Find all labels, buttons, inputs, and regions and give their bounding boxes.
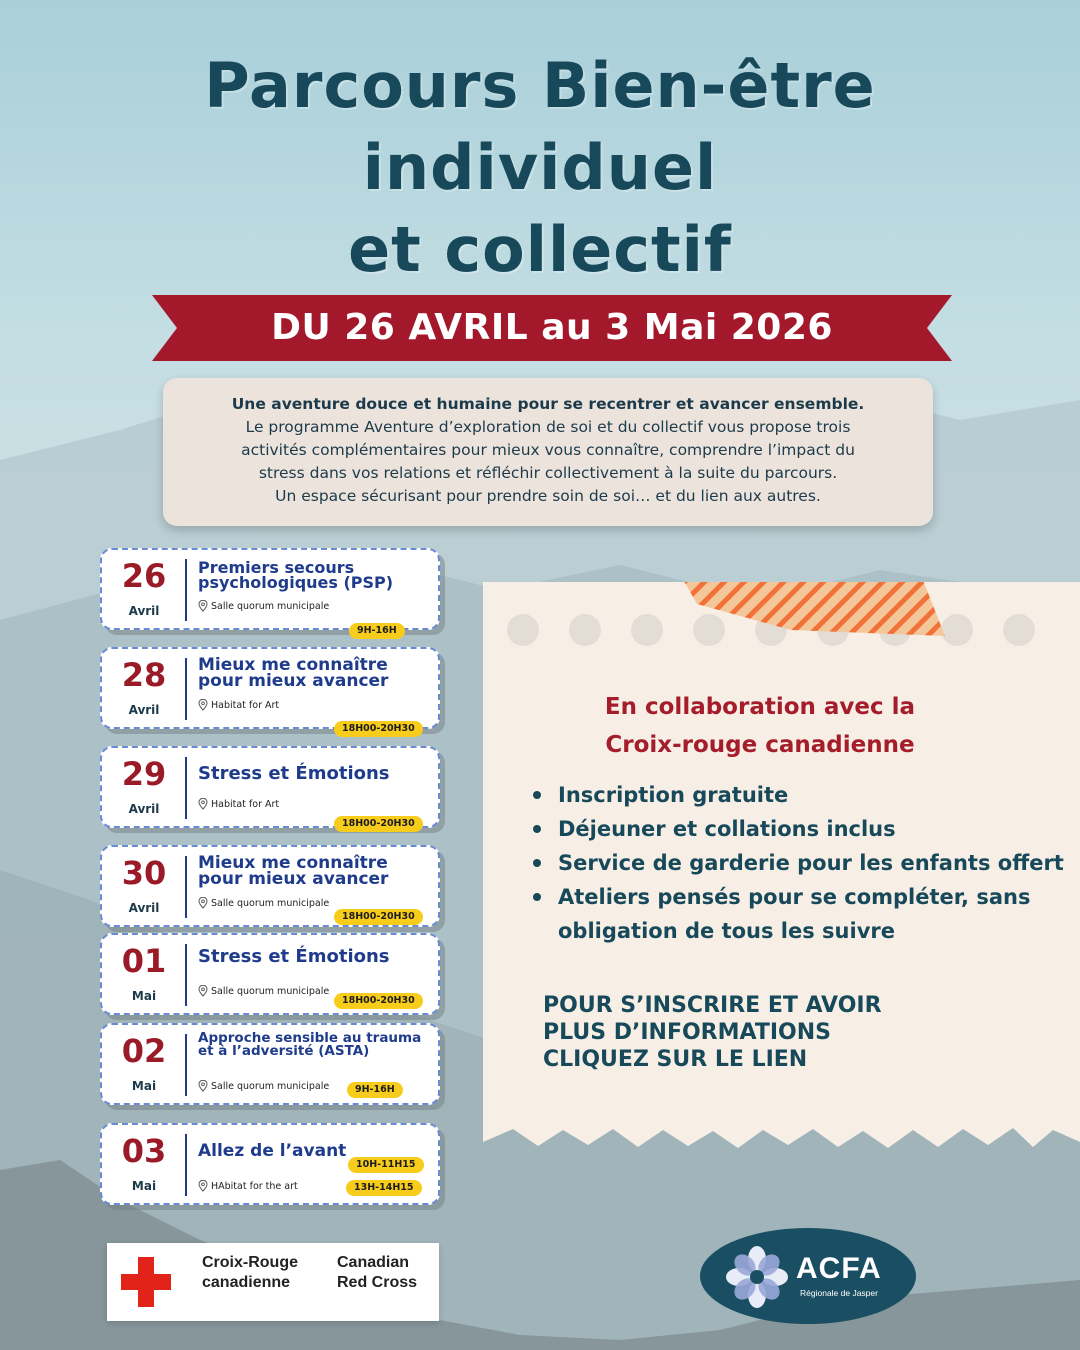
session-name: Mieux me connaître pour mieux avancer — [198, 853, 389, 889]
benefit-item: Déjeuner et collations inclus — [530, 812, 1070, 846]
location-label: Salle quorum municipale — [211, 897, 330, 909]
title-line-3: et collectif — [348, 213, 732, 286]
location-pin-icon — [198, 600, 208, 612]
location-label: Salle quorum municipale — [211, 600, 330, 612]
benefit-item: Ateliers pensés pour se compléter, sans obligation de tous les suivre — [530, 880, 1070, 948]
session-card[interactable] — [100, 933, 440, 1015]
session-location — [198, 1180, 298, 1192]
session-name: Stress et Émotions — [198, 763, 390, 784]
time-badge: 18H00-20H30 — [334, 909, 423, 925]
session-name: Premiers secours psychologiques (PSP) — [198, 558, 394, 592]
red-cross-en — [337, 1253, 417, 1293]
benefit-item: Inscription gratuite — [530, 778, 1070, 812]
time-badge: 13H-14H15 — [346, 1180, 422, 1196]
session-day: 29 — [121, 755, 167, 793]
location-label: Habitat for Art — [211, 798, 280, 810]
session-day: 26 — [121, 557, 167, 595]
intro-line: Le programme Aventure d’exploration de soi et du collectif vous propose trois — [245, 418, 851, 436]
flower-icon — [722, 1242, 792, 1312]
benefit-item: Service de garderie pour les enfants offert — [530, 846, 1070, 880]
time-badge: 18H00-20H30 — [334, 721, 423, 737]
intro-line: Un espace sécurisant pour prendre soin de soi… et du lien aux autres. — [275, 487, 821, 505]
location-pin-icon — [198, 1180, 208, 1192]
session-day: 03 — [121, 1132, 167, 1170]
location-label: HAbitat for the art — [211, 1180, 298, 1192]
session-month: Avril — [128, 901, 160, 915]
cta-line-3: CLIQUEZ SUR LE LIEN — [543, 1047, 808, 1072]
page-title — [0, 45, 1080, 291]
location-pin-icon — [198, 699, 208, 711]
session-card[interactable] — [100, 845, 440, 927]
acfa-subtitle: Régionale de Jasper — [800, 1288, 878, 1298]
session-month: Mai — [131, 1079, 157, 1093]
card-divider — [185, 757, 187, 819]
session-day: 30 — [121, 854, 167, 892]
session-location — [198, 798, 279, 810]
cta-line-1: POUR S’INSCRIRE ET AVOIR — [543, 993, 882, 1018]
red-cross-logo — [107, 1243, 439, 1321]
session-location — [198, 897, 329, 909]
benefits-list — [530, 778, 1070, 948]
session-card[interactable] — [100, 548, 440, 636]
red-cross-en-line-1: Canadian — [337, 1254, 410, 1271]
intro-lead: Une aventure douce et humaine pour se recentrer et avancer ensemble. — [231, 395, 865, 413]
session-day: 01 — [121, 942, 167, 980]
intro-line: activités complémentaires pour mieux vous connaître, comprendre l’impact du — [241, 441, 855, 459]
session-card[interactable] — [100, 746, 440, 828]
intro-line: stress dans vos relations et réfléchir collectivement à la suite du parcours. — [258, 464, 838, 482]
location-pin-icon — [198, 798, 208, 810]
tape-strip — [676, 544, 946, 639]
session-name: Stress et Émotions — [198, 946, 390, 967]
intro-box — [163, 378, 933, 526]
session-month: Avril — [128, 604, 160, 618]
session-location — [198, 985, 329, 997]
time-badge: 10H-11H15 — [348, 1157, 424, 1173]
session-month: Avril — [128, 703, 160, 717]
collaboration-line-2: Croix-rouge canadienne — [605, 732, 915, 758]
card-divider — [185, 856, 187, 918]
card-divider — [185, 658, 187, 720]
location-label: Salle quorum municipale — [211, 1080, 330, 1092]
session-location — [198, 699, 279, 711]
time-badge: 9H-16H — [347, 1082, 403, 1098]
time-badge: 18H00-20H30 — [334, 816, 423, 832]
session-month: Avril — [128, 802, 160, 816]
date-ribbon — [152, 295, 952, 361]
cta-line-2: PLUS D’INFORMATIONS — [543, 1020, 831, 1045]
acfa-name: ACFA — [796, 1252, 882, 1285]
red-cross-en-line-2: Red Cross — [337, 1274, 418, 1291]
card-divider — [185, 944, 187, 1006]
session-location — [198, 1080, 329, 1092]
session-card[interactable] — [100, 1123, 440, 1205]
collaboration-line-1: En collaboration avec la — [604, 694, 916, 720]
location-pin-icon — [198, 897, 208, 909]
session-card[interactable] — [100, 1023, 440, 1105]
registration-cta[interactable] — [543, 992, 963, 1073]
red-cross-fr — [202, 1253, 298, 1293]
red-cross-fr-line-1: Croix-Rouge — [202, 1254, 298, 1271]
session-name: Mieux me connaître pour mieux avancer — [198, 655, 389, 691]
time-badge: 9H-16H — [349, 623, 405, 639]
location-pin-icon — [198, 1080, 208, 1092]
location-label: Salle quorum municipale — [211, 985, 330, 997]
session-location — [198, 600, 329, 612]
session-name: Approche sensible au trauma et à l’adversité (ASTA) — [198, 1030, 422, 1059]
location-label: Habitat for Art — [211, 699, 280, 711]
session-card[interactable] — [100, 647, 440, 734]
session-day: 28 — [121, 656, 167, 694]
session-month: Mai — [131, 1179, 157, 1193]
collaboration-heading — [520, 688, 1000, 764]
card-divider — [185, 1134, 187, 1196]
red-cross-icon — [121, 1257, 171, 1307]
session-month: Mai — [131, 989, 157, 1003]
session-day: 02 — [121, 1032, 167, 1070]
title-line-1: Parcours Bien-être — [204, 49, 876, 122]
title-line-2: individuel — [362, 131, 718, 204]
date-range: DU 26 AVRIL au 3 Mai 2026 — [271, 307, 833, 348]
location-pin-icon — [198, 985, 208, 997]
session-name: Allez de l’avant — [198, 1141, 347, 1161]
card-divider — [185, 1034, 187, 1096]
time-badge: 18H00-20H30 — [334, 993, 423, 1009]
acfa-logo — [700, 1228, 916, 1324]
red-cross-fr-line-2: canadienne — [202, 1274, 291, 1291]
card-divider — [185, 559, 187, 621]
